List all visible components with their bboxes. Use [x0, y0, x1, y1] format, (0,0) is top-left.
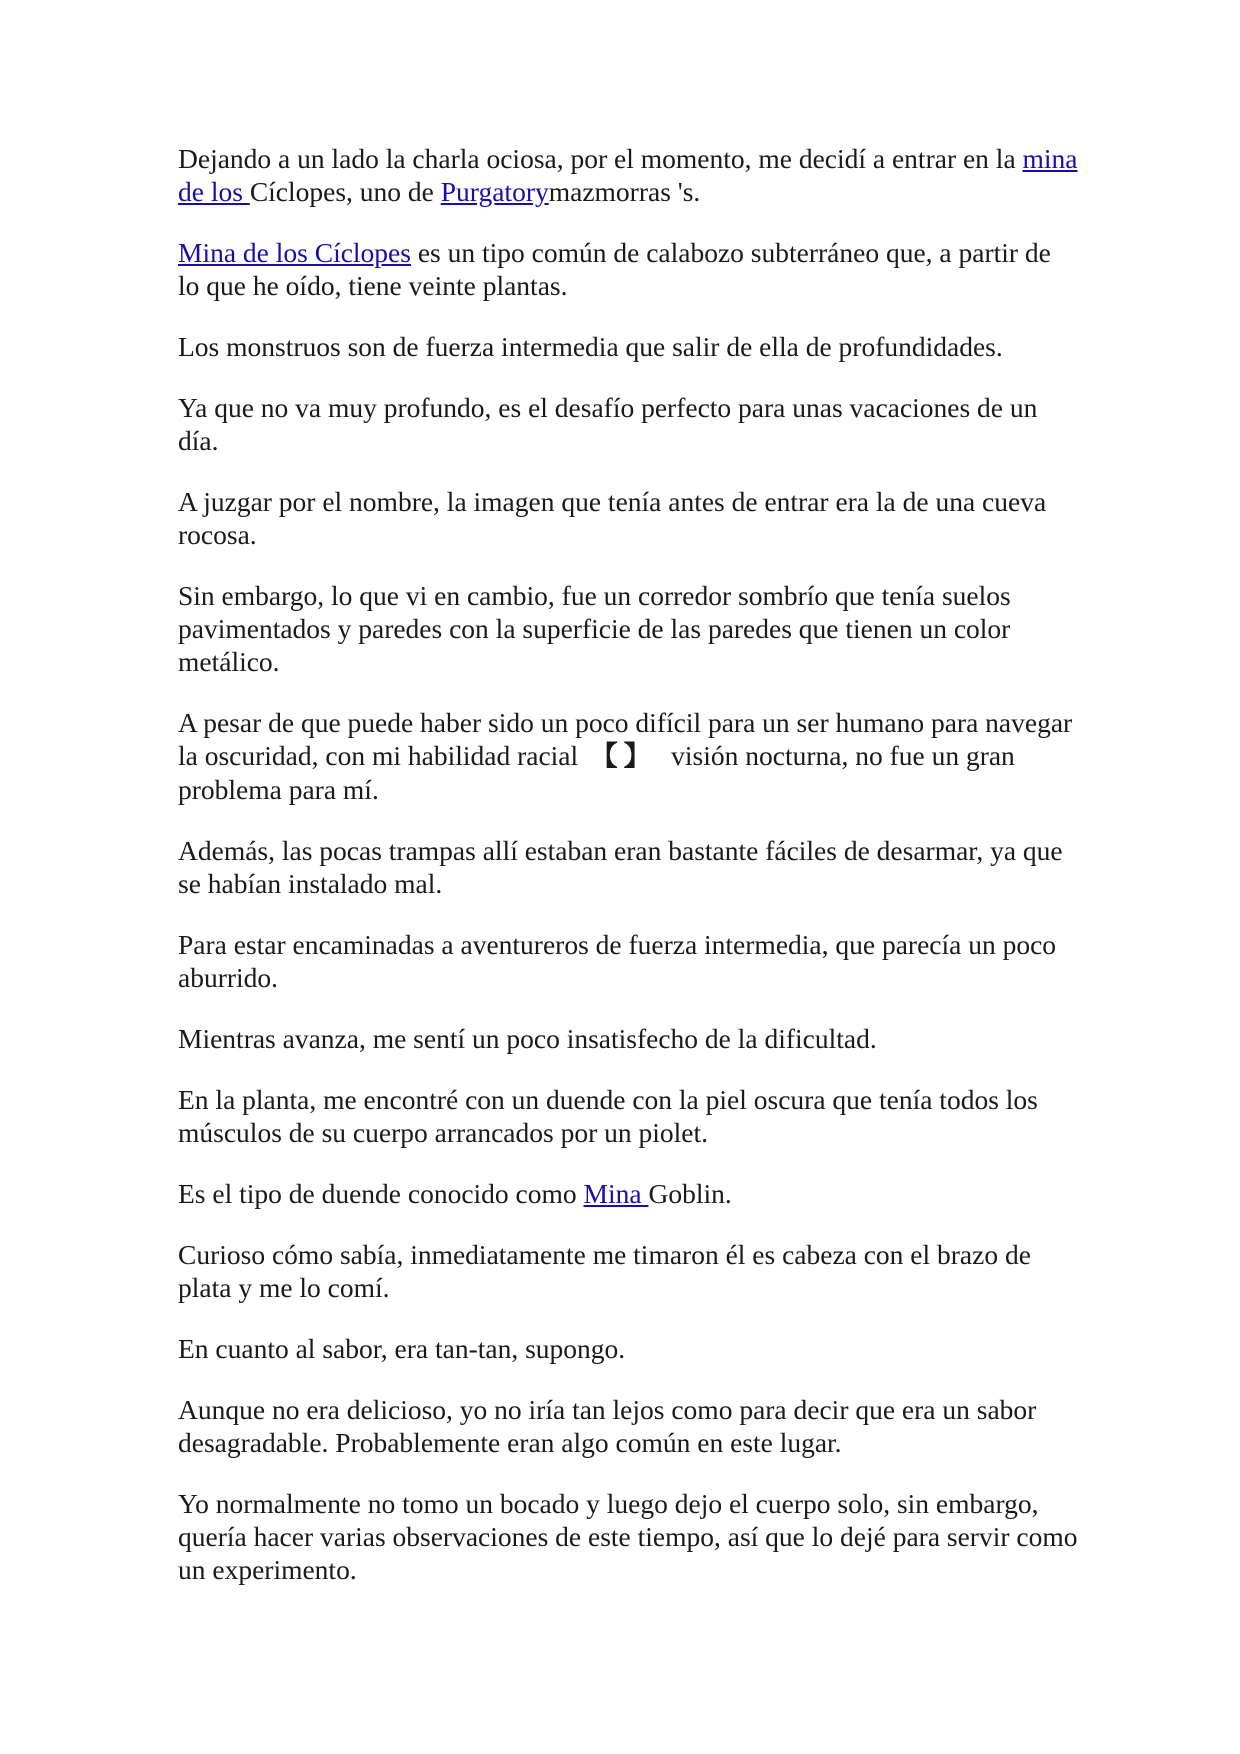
paragraph-12-text-a: Es el tipo de duende conocido como [178, 1178, 584, 1209]
paragraph-1-text-b: Cíclopes, uno de [249, 176, 441, 207]
paragraph-1 [178, 142, 1078, 208]
paragraph-12-text-b: Goblin. [648, 1178, 732, 1209]
paragraph-9: Para estar encaminadas a aventureros de fuerza intermedia, que parecía un poco aburrido. [178, 929, 1057, 993]
paragraph-10: Mientras avanza, me sentí un poco insatisfecho de la dificultad. [178, 1023, 877, 1054]
paragraph-3: Los monstruos son de fuerza intermedia que salir de ella de profundidades. [178, 331, 1003, 362]
paragraph-2-text-a: es un tipo común de calabozo subterráneo que, a partir de lo que he oído, tiene veinte plantas. [178, 237, 1051, 301]
paragraph-16: Yo normalmente no tomo un bocado y luego dejo el cuerpo solo, sin embargo, quería hacer varias observaciones de este tiempo, así que lo dejé para servir como un experimento. [178, 1488, 1078, 1585]
paragraph-5: A juzgar por el nombre, la imagen que tenía antes de entrar era la de una cueva rocosa. [178, 486, 1047, 550]
paragraph-2 [178, 236, 1078, 302]
paragraph-1-text-a: Dejando a un lado la charla ociosa, por el momento, me decidí a entrar en la [178, 143, 1023, 174]
link-mina-de-los[interactable]: mina de los [178, 143, 1078, 207]
paragraph-7 [178, 706, 1078, 806]
link-mina[interactable]: Mina [583, 1178, 649, 1209]
paragraph-11: En la planta, me encontré con un duende con la piel oscura que tenía todos los músculos de su cuerpo arrancados por un piolet. [178, 1084, 1038, 1148]
paragraph-4: Ya que no va muy profundo, es el desafío perfecto para unas vacaciones de un día. [178, 392, 1038, 456]
link-purgatory[interactable]: Purgatory [440, 176, 549, 207]
paragraph-6: Sin embargo, lo que vi en cambio, fue un corredor sombrío que tenía suelos pavimentados y paredes con la superficie de las paredes que tienen un color metálico. [178, 580, 1011, 677]
paragraph-7-text-a: A pesar de que puede haber sido un poco difícil para un ser humano para navegar la oscuridad, con mi habilidad racial [178, 707, 1073, 771]
document-body [178, 142, 1078, 1614]
skill-bracket: 【】 [590, 740, 658, 772]
link-mina-de-los-ciclopes[interactable]: Mina de los Cíclopes [178, 237, 411, 268]
paragraph-8: Además, las pocas trampas allí estaban eran bastante fáciles de desarmar, ya que se habían instalado mal. [178, 835, 1063, 899]
paragraph-15: Aunque no era delicioso, yo no iría tan lejos como para decir que era un sabor desagradable. Probablemente eran algo común en este lugar. [178, 1394, 1037, 1458]
paragraph-14: En cuanto al sabor, era tan-tan, supongo. [178, 1333, 626, 1364]
paragraph-12 [178, 1177, 1078, 1210]
paragraph-1-text-c: mazmorras 's. [548, 176, 701, 207]
paragraph-7-text-b: visión nocturna, no fue un gran problema para mí. [178, 740, 1015, 805]
paragraph-13: Curioso cómo sabía, inmediatamente me timaron él es cabeza con el brazo de plata y me lo comí. [178, 1239, 1031, 1303]
